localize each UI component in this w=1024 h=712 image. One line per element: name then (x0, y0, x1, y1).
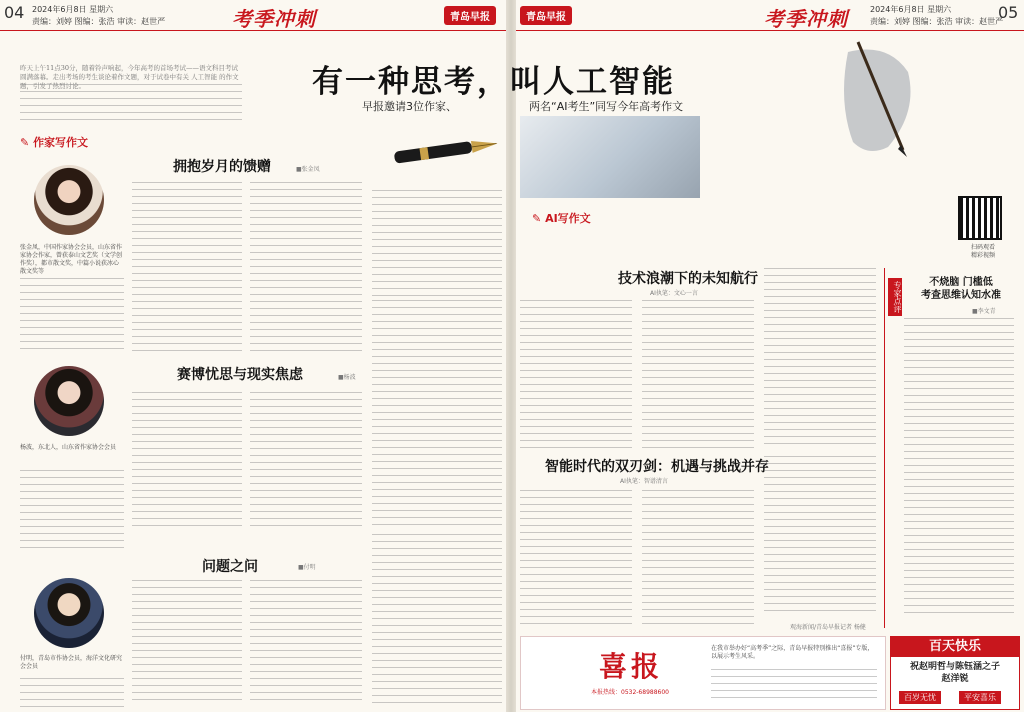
article-1-col-2 (250, 182, 362, 352)
right-page-number: 05 (998, 3, 1019, 22)
article-3-col-3 (372, 534, 502, 704)
writer-caption-3: 付明，青岛市作协会员，海洋文化研究会会员 (20, 655, 123, 670)
left-brand-badge: 青岛早报 (444, 6, 496, 25)
article-title: 拥抱岁月的馈赠 (173, 159, 271, 175)
sub-headline-right: 两名“AI考生”同写今年高考作文 (529, 100, 684, 113)
expert-byline: ■李文青 (972, 308, 996, 315)
expert-title: 不烧脑 门槛低 考查思维认知水准 (921, 277, 1001, 301)
article-byline: AI执笔：文心一言 (650, 290, 698, 297)
article-title: 问题之问 (202, 559, 258, 575)
article-title: 赛博忧思与现实焦虑 (177, 367, 303, 383)
writer-caption-2: 杨波，东北人，山东省作家协会会员 (20, 444, 117, 451)
ai-article-2-col-3 (764, 456, 876, 616)
qr-label: 扫码观看 精彩视频 (970, 244, 995, 259)
article-2-col-3 (372, 300, 502, 526)
article-title: 技术浪潮下的未知航行 (618, 271, 758, 287)
left-page-date: 2024年6月8日 星期六 (32, 5, 114, 14)
section-ai-label: AI写作文 (545, 212, 591, 225)
section-title-ai (532, 210, 591, 226)
writer-3-column-lines (20, 678, 124, 708)
writer-2-column-lines (20, 470, 124, 550)
avatar (34, 165, 104, 235)
left-page-number: 04 (4, 3, 25, 22)
left-page-staff: 责编：刘婷 图编：张浩 审读：赵世严 (32, 17, 166, 26)
ai-article-1-col-3 (764, 268, 876, 448)
article-3-col-2 (250, 580, 362, 704)
right-brand-badge: 青岛早报 (520, 6, 572, 25)
article-1-col-1 (132, 182, 242, 352)
section-title-writers (20, 134, 88, 150)
article-byline: ■杨波 (338, 374, 356, 381)
photographer-credit: 观海新闻/青岛早报记者 杨健 (790, 624, 866, 631)
writer-caption-1: 张金凤，中国作家协会会员，山东省作家协会作家，曾获泰山文艺奖（文学创作奖），都市散文奖，中篇小说获冰心散文奖等 (20, 244, 123, 275)
sidebar-divider (884, 268, 885, 628)
happy-news-lines (711, 669, 877, 701)
ai-robot-image (520, 116, 700, 198)
article-2-col-2 (250, 392, 362, 526)
ai-article-2-col-1 (520, 490, 632, 630)
baitian-chip: 平安喜乐 (959, 691, 1001, 704)
ink-brush-illustration (828, 32, 928, 162)
right-column-logo: 考季冲刺 (764, 7, 848, 31)
right-page-header (516, 0, 1024, 31)
happy-news-body: 在我市举办好“高考季”之际，青岛早报特别推出“喜报”专版，以展示考生风采。 (711, 645, 874, 660)
intro-text-lines (20, 84, 242, 122)
article-byline: AI执笔：智谱清言 (620, 478, 668, 485)
right-page-date: 2024年6月8日 星期六 (870, 5, 952, 14)
article-byline: ■张金凤 (296, 166, 320, 173)
left-column-logo: 考季冲刺 (232, 7, 316, 31)
baitian-ad (890, 636, 1020, 710)
left-page-header (0, 0, 506, 31)
sub-headline-left: 早报邀请3位作家、 (362, 100, 457, 113)
baitian-chip: 百岁无忧 (899, 691, 941, 704)
baitian-title: 百天快乐 (891, 637, 1019, 657)
ai-article-1-col-2 (642, 300, 754, 448)
fountain-pen-illustration (380, 110, 520, 190)
happy-news-phone: 本报热线：0532-68988600 (591, 689, 669, 696)
main-headline: 有一种思考，叫人工智能 (312, 64, 675, 100)
article-2-col-1 (132, 392, 242, 526)
article-title: 智能时代的双刃剑：机遇与挑战并存 (545, 459, 769, 475)
article-3-col-1 (132, 580, 242, 704)
ai-article-2-col-2 (642, 490, 754, 630)
article-1-col-3 (372, 190, 502, 298)
pencil-icon: ✎ (20, 136, 30, 149)
article-byline: ■付明 (298, 564, 316, 571)
ai-article-1-col-1 (520, 300, 632, 448)
baitian-message: 祝赵明哲与陈钰涵之子 赵洋锐 (909, 662, 1000, 684)
expert-text-lines (904, 318, 1014, 618)
right-page-staff: 责编：刘婷 图编：张浩 审读：赵世严 (870, 17, 1004, 26)
expert-tag: 专家点评 (888, 278, 902, 316)
intro-paragraph: 昨天上午11点30分，随着铃声响起，今年高考的首场考试——语文科目考试圆满落幕。走出考场的考生谈论着作文题，对于试卷中有关 人工智能 的作文题，引发了热烈讨论。 (20, 64, 239, 90)
avatar (34, 366, 104, 436)
happy-news-title: 喜报 (599, 650, 664, 683)
section-writers-label: 作家写作文 (33, 136, 89, 149)
avatar (34, 578, 104, 648)
happy-news-ad (520, 636, 886, 710)
pencil-icon: ✎ (532, 212, 542, 225)
qr-code (958, 196, 1002, 240)
writer-1-column-lines (20, 278, 124, 354)
page-spine (506, 0, 516, 712)
